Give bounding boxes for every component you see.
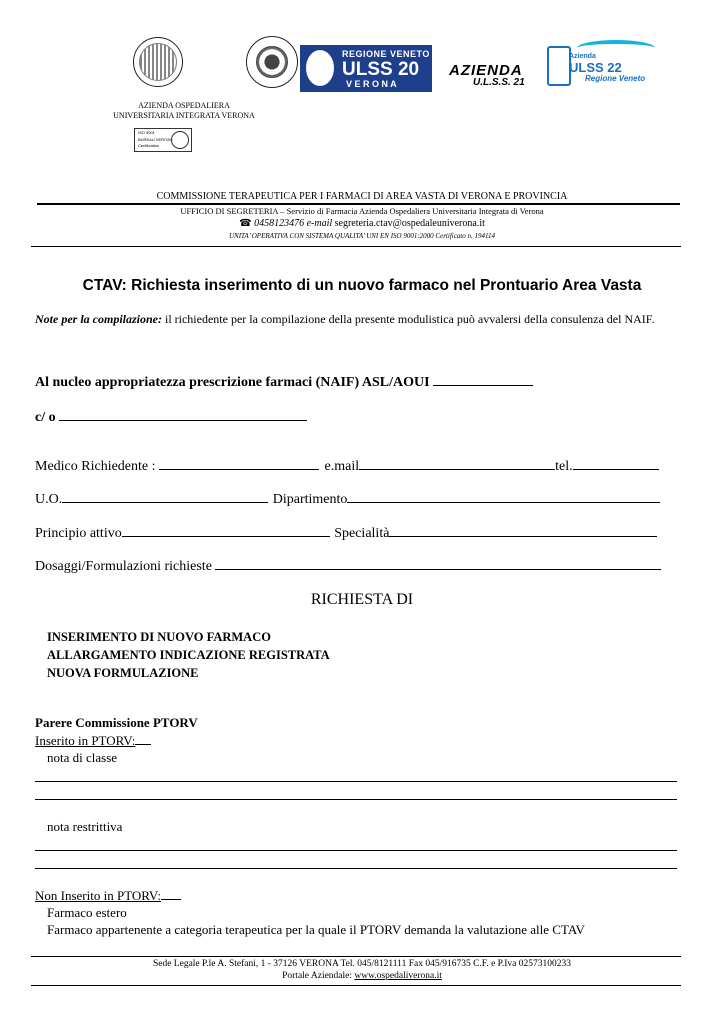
cert-line3: Certification xyxy=(138,143,160,148)
footer-portal-label: Portale Aziendale: xyxy=(282,971,355,981)
phone-icon: ☎ xyxy=(239,218,252,229)
ulss20-line3: V E R O N A xyxy=(346,79,397,89)
richiesta-options xyxy=(47,628,330,682)
richiesta-title: RICHIESTA DI xyxy=(310,591,414,608)
compilation-note xyxy=(35,312,683,327)
header-divider-thick xyxy=(37,203,680,205)
inserito-label: Inserito in PTORV: xyxy=(35,733,136,748)
nota-restrittiva-line-1[interactable] xyxy=(35,850,677,851)
footer-divider-bottom xyxy=(31,985,681,986)
quality-line: UNITA’ OPERATIVA CON SISTEMA QUALITA’ UNI EN ISO 9001:2000 Certificato n. 194114 xyxy=(229,232,495,240)
note-label: Note per la compilazione: xyxy=(35,312,162,326)
ulss22-line3: Regione Veneto xyxy=(585,74,646,83)
non-inserito-label: Non Inserito in PTORV: xyxy=(35,888,161,903)
medico-label: Medico Richiedente : xyxy=(35,459,160,474)
org-name-line1: AZIENDA OSPEDALIERA xyxy=(138,101,230,110)
ulss21-logo xyxy=(443,62,533,92)
cert-seal-icon xyxy=(171,131,189,149)
parere-title: Parere Commissione PTORV xyxy=(35,715,198,730)
inserito-line xyxy=(35,732,151,749)
medico-line xyxy=(35,457,659,475)
option-nuova-formulazione[interactable]: NUOVA FORMULAZIONE xyxy=(47,666,199,680)
email-address: segreteria.ctav@ospedaleuniverona.it xyxy=(334,218,485,229)
ulss22-line1: Azienda xyxy=(569,53,596,60)
nota-restrittiva-label: nota restrittiva xyxy=(47,819,123,834)
ulss22-logo xyxy=(547,40,657,90)
tel-field[interactable] xyxy=(573,457,659,470)
option-nuovo-farmaco[interactable]: INSERIMENTO DI NUOVO FARMACO xyxy=(47,630,271,644)
dosaggi-label: Dosaggi/Formulazioni richieste xyxy=(35,559,216,574)
org-name-line2: UNIVERSITARIA INTEGRATA VERONA xyxy=(113,111,255,120)
dipartimento-field[interactable] xyxy=(347,490,660,503)
footer-address: Sede Legale P.le A. Stefani, 1 - 37126 VERONA Tel. 045/8121111 Fax 045/916735 C.F. e P.Iva 02573100233 xyxy=(152,959,572,969)
email-label: e-mail xyxy=(306,218,333,229)
ulss21-line2: U.L.S.S. 21 xyxy=(473,77,525,88)
inserito-field[interactable] xyxy=(135,732,151,745)
option-allargamento-indicazione[interactable]: ALLARGAMENTO INDICAZIONE REGISTRATA xyxy=(47,648,330,662)
ulss20-seal-icon xyxy=(306,50,334,86)
addressee-label: Al nucleo appropriatezza prescrizione farmaci (NAIF) ASL/AOUI xyxy=(35,375,434,390)
nota-restrittiva-line-2[interactable] xyxy=(35,868,677,869)
footer-divider-top xyxy=(31,956,681,957)
uo-label: U.O. xyxy=(35,492,63,507)
co-label: c/ o xyxy=(35,410,60,425)
email-field-label: e.mail xyxy=(324,459,360,474)
footer-portal xyxy=(0,971,724,981)
farmaco-estero: Farmaco estero xyxy=(47,905,127,920)
email-field[interactable] xyxy=(359,457,555,470)
dosaggi-line xyxy=(35,557,661,575)
cert-line2: BUREAU VERITAS xyxy=(138,137,173,142)
principio-field[interactable] xyxy=(122,524,330,537)
header-divider-thin xyxy=(31,246,681,247)
note-text: il richiedente per la compilazione della presente modulistica può avvalersi della consulenza del NAIF. xyxy=(161,312,655,326)
nota-classe-label: nota di classe xyxy=(47,750,118,765)
uo-line xyxy=(35,490,660,508)
office-line: UFFICIO DI SEGRETERIA – Servizio di Farmacia Azienda Ospedaliera Universitaria Integrata di Verona xyxy=(180,206,544,216)
specialita-label: Specialità xyxy=(334,526,390,541)
co-field[interactable] xyxy=(59,408,307,421)
ulss20-line1: REGIONE VENETO xyxy=(342,49,430,59)
addressee-line xyxy=(35,373,533,391)
medico-field[interactable] xyxy=(159,457,319,470)
principio-line xyxy=(35,524,657,542)
ulss22-line2: ULSS 22 xyxy=(569,60,622,75)
uo-field[interactable] xyxy=(62,490,268,503)
ulss20-line2: ULSS 20 xyxy=(342,59,420,80)
non-inserito-field[interactable] xyxy=(161,887,181,900)
principio-label: Principio attivo xyxy=(35,526,122,541)
nota-classe-line-2[interactable] xyxy=(35,799,677,800)
co-line xyxy=(35,408,307,426)
university-seal-logo xyxy=(133,37,183,87)
footer-portal-link[interactable]: www.ospedaliverona.it xyxy=(354,971,442,981)
contact-line xyxy=(0,218,724,229)
nota-classe-line-1[interactable] xyxy=(35,781,677,782)
dipartimento-label: Dipartimento xyxy=(272,492,348,507)
asl-aoui-field[interactable] xyxy=(433,373,533,386)
specialita-field[interactable] xyxy=(389,524,657,537)
ulss20-logo xyxy=(300,45,432,92)
ulss22-cross-icon xyxy=(547,46,571,86)
dosaggi-field[interactable] xyxy=(215,557,661,570)
phone-number: 0458123476 xyxy=(254,218,305,229)
ulss21-line1: AZIENDA xyxy=(449,62,523,79)
iso-certification-logo xyxy=(134,128,192,152)
page-title: CTAV: Richiesta inserimento di un nuovo farmaco nel Prontuario Area Vasta xyxy=(82,277,642,294)
cert-line1: ISO 9001 xyxy=(138,130,155,135)
commission-name: COMMISSIONE TERAPEUTICA PER I FARMACI DI AREA VASTA DI VERONA E PROVINCIA xyxy=(156,191,568,202)
farmaco-categoria: Farmaco appartenente a categoria terapeutica per la quale il PTORV demanda la valutazione alle CTAV xyxy=(47,922,585,937)
tel-label: tel. xyxy=(555,459,573,474)
university-study-seal-logo xyxy=(246,36,298,88)
non-inserito-line xyxy=(35,887,181,904)
